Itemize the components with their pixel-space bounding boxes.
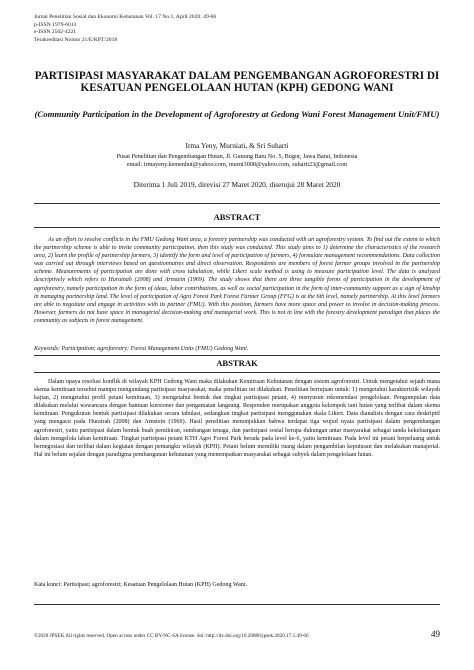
abstract-indonesian: Dalam upaya resolusi konflik di wilayah KPH Gedong Wani maka dilakukan Kemitraan Kehutanan dengan sistem agroforestri. Untuk mengetahui sejauh mana skema kemitraan tersebut mampu mengundang partisipasi masyarakat, maka penelitian ini dilakukan. Penelitian bertujuan untuk: 1) mengetahui karakteristik wilayah kajian, 2) mengetahui profil petani kemitraan, 3) mengetahui bentuk dan tingkat partisipasi petani, 4) menyusun rekomendasi pengelolaan. Pengumpulan data dilakukan melalui wawancara dengan bantuan kuesioner dan pengamatan langsung. Responden merupakan anggota kelompok tani hutan yang terlibat dalam skema kemitraan. Pengukuran bentuk partisipasi dilakukan secara tabulasi, sedangkan tingkat partisipasi menggunakan skala Likert. Data dianalisis dengan cara deskriptif yang mengacu pada Hurairah (2008) dan Arnstein (1969). Hasil penelitian menunjukkan bahwa terdapat tiga wujud nyata partisipasi dalam pengembangan agroforestri, yaitu partisipasi dalam bentuk buah pemikiran, sumbangan tenaga, dan partisipasi sosial berupa dukungan antar masyarakat sebagai tanda kekeluargaan dalam mengelola lahan kemitraan. Tingkat partisipasi petani KTH Agro Forest Park berada pada level ke-6, yaitu kemitraan. Pada level ini petani berpeluang untuk bernegosiasi dan terlibat dalam kegiatan dengan pemangku wilayah (KPH). Petani belum memiliki ruang dalam pengambilan keputusan dan melakukan manajerial. Hal ini belum sejalan dengan paradigma pembangunan kehutanan yang menempatkan masyarakat sebagai subyek dalam pengelolaan hutan.: [34, 379, 440, 458]
print-issn: p-ISSN 1979-6013: [34, 21, 77, 28]
divider-top: [34, 203, 440, 204]
abstract-english: As an effort to resolve conflicts in the FMU Gedong Wani area, a forestry partnership was conducted with an agroforestry system. To find out the extent to which the partnership scheme is able to invite community participation, then this study was conducted. This study aims to 1) determine the characteristics of the research area, 2) learn the profile of partnership farmers, 3) identify the form and level of participation of farmers, 4) formulate management recommendations. Data collection was carried out through interviews based on questionnaires and direct observation. Respondents are members of forest farmer groups involved in the partnership scheme. Measurements of participation are done with cross tabulation, while Likert scale method is using to measure participation level. The data is analyzed descriptively which refers to Hurainah (2008) and Arnstein (1969). The study shows that there are three tangible forms of participation in the development of agroforestry, namely participation in the form of ideas, labor contributions, as well as social participation in the form of inter-community support as a sign of kinship in managing partnership land. The level of participation of Agro Forest Park Forest Farmer Group (FFG) is at the 6th level, namely partnership. At this level farmers are able to negotiate and engage in activities with its partner (FMU). With this position, farmers have more space and power to involve in decision-making process. However, farmers do not have space in managerial decision-making and managerial work. This is not in line with the forestry development paradigm that places the community as subjects in forest management.: [34, 237, 440, 324]
journal-citation: Jurnal Penelitian Sosial dan Ekonomi Kehutanan Vol. 17 No.1, April 2020: 49-66: [34, 14, 217, 20]
journal-header: [34, 14, 216, 44]
copyright-footer: ©2020 JPSEK All rights reserved. Open access under CC BY-NC-SA license. doi: http://dx.doi.org/10.20886/jpsek.2020.17.1.49-66: [34, 633, 309, 639]
divider-abstrak-top: [34, 355, 440, 356]
abstract-heading: ABSTRACT: [213, 212, 261, 222]
article-subtitle: (Community Participation in the Development of Agroforestry at Gedong Wani Forest Management Unit/FMU): [34, 109, 440, 119]
accreditation-note: Terakreditasi Nomor 21/E/KPT/2018: [34, 36, 118, 43]
abstrak-heading: ABSTRAK: [216, 358, 258, 368]
author-affiliation: [34, 153, 440, 168]
author-list: Irma Yeny, Murniati, & Sri Suharti: [185, 141, 289, 150]
electronic-issn: e-ISSN 2502-4221: [34, 29, 77, 36]
divider-abstrak: [34, 372, 440, 373]
article-title: PARTISIPASI MASYARAKAT DALAM PENGEMBANGAN AGROFORESTRI DI KESATUAN PENGELOLAAN HUTAN (KPH) GEDONG WANI: [34, 70, 440, 95]
divider-bottom: [34, 604, 440, 605]
author-emails: email: irmayeny.kemenhut@yahoo.com, murni3008@yahoo.com, suharti23@gmail.com: [126, 160, 348, 168]
divider-abstract: [34, 227, 440, 228]
affiliation-address: Pusat Penelitian dan Pengembangan Hutan, Jl. Gunung Batu No. 5, Bogor, Jawa Barat, Indonesia: [116, 153, 358, 160]
keywords-indonesian: Kata kunci: Partisipasi; agroforestri; Kesatuan Pengelolaan Hutan (KPH) Gedong Wani.: [34, 582, 248, 588]
submission-dates: Diterima 1 Juli 2019, direvisi 27 Maret 2020, disetujui 28 Maret 2020: [133, 180, 341, 189]
keywords-english: Keywords: Participation; agroforestry; Forest Management Units (FMU) Gedong Wani.: [34, 346, 249, 352]
page-number: 49: [431, 629, 440, 639]
